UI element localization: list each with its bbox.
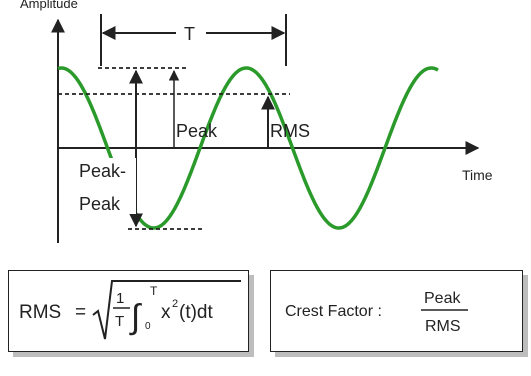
rms-upper-limit: T	[150, 284, 158, 298]
rms-formula-lhs: RMS	[19, 302, 62, 323]
period-label: T	[184, 24, 195, 44]
rms-suffix: (t)dt	[179, 302, 213, 323]
crest-numerator: Peak	[424, 290, 461, 307]
rms-integrand: x	[161, 302, 171, 323]
crest-denominator: RMS	[425, 318, 461, 335]
rms-exponent: 2	[172, 298, 179, 310]
rms-formula	[9, 271, 247, 350]
rms-frac-numerator: 1	[116, 290, 125, 307]
rms-lower-limit: 0	[145, 321, 151, 332]
integral-sign: ∫	[131, 298, 141, 336]
peak-to-peak-label-line1: Peak-	[79, 161, 127, 181]
y-axis-label: Amplitude	[20, 0, 78, 11]
rms-label: RMS	[270, 121, 310, 141]
rms-frac-denominator: T	[115, 313, 125, 330]
crest-factor-label: Crest Factor :	[285, 303, 382, 320]
crest-factor-formula	[271, 271, 521, 350]
peak-to-peak-label-line2: Peak	[79, 194, 121, 214]
peak-label: Peak	[176, 121, 218, 141]
rms-formula-box	[8, 270, 249, 352]
x-axis-label: Time	[462, 167, 493, 183]
crest-factor-box	[270, 270, 523, 352]
rms-formula-equals: =	[75, 302, 87, 323]
